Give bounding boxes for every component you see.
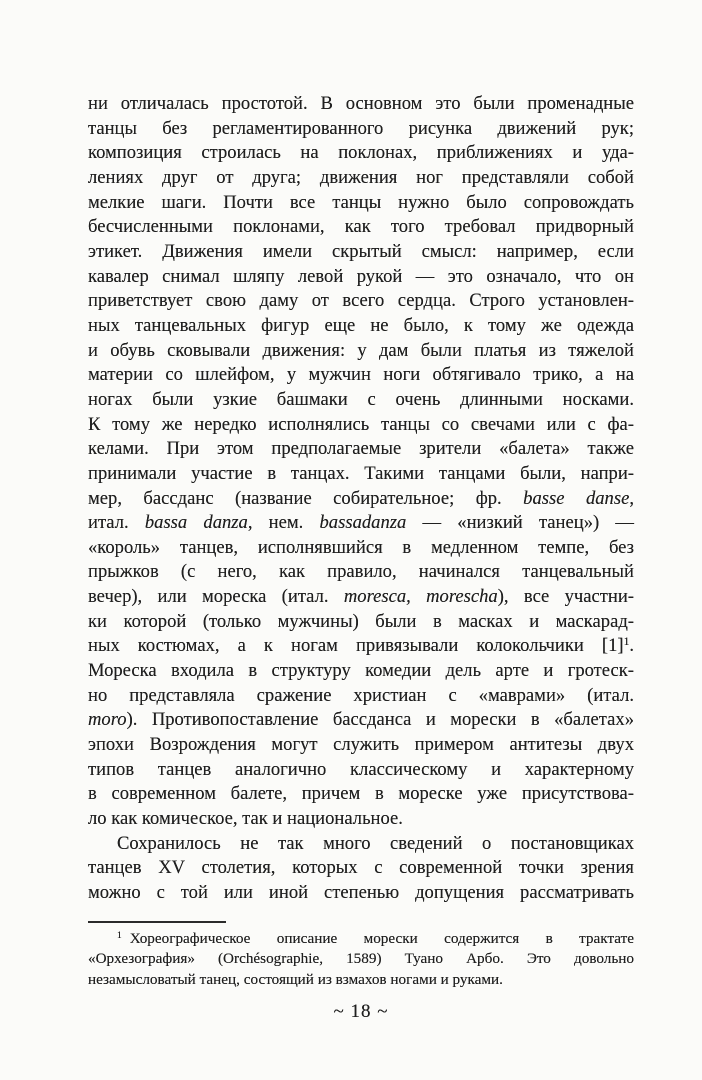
text-segment: ных костюмах, а к ногам привязывали колокольчики [1] xyxy=(88,635,624,657)
body-text-line xyxy=(88,388,634,413)
body-text-line xyxy=(88,240,634,265)
text-segment: бесчисленными поклонами, как того требовал придворный xyxy=(88,216,634,238)
text-segment: ), все участни- xyxy=(497,586,634,608)
text-segment: «Орхезография» (Orchésographie, 1589) Туано Арбо. Это довольно xyxy=(88,950,634,968)
text-segment: ки которой (только мужчины) были в масках и маскарад- xyxy=(88,610,634,632)
italic-term: bassadanza xyxy=(319,512,407,534)
text-segment: «король» танцев, исполнявшийся в медленном темпе, без xyxy=(88,536,634,558)
footnote-text-line xyxy=(88,929,634,949)
body-text-line xyxy=(88,733,634,758)
body-text-line xyxy=(88,536,634,561)
text-segment: итал. xyxy=(88,512,145,534)
text-segment: приветствует свою даму от всего сердца. Строго установлен- xyxy=(88,290,634,312)
footnote-text-line xyxy=(88,949,634,969)
text-segment: прыжков (с него, как правило, начинался танцевальный xyxy=(88,561,634,583)
body-text-line xyxy=(88,462,634,487)
body-text-line xyxy=(88,832,634,857)
main-text-block xyxy=(88,92,634,906)
body-text-line xyxy=(88,708,634,733)
body-text-line xyxy=(88,881,634,906)
italic-term: bassa danza xyxy=(144,512,248,534)
text-segment: Сохранилось не так много сведений о постановщиках xyxy=(117,832,634,854)
text-segment: мелкие шаги. Почти все танцы нужно было сопровождать xyxy=(88,191,634,213)
italic-term: moro xyxy=(88,709,127,731)
text-segment: ных танцевальных фигур еще не было, к тому же одежда xyxy=(88,314,634,336)
text-segment: вечер), или мореска (итал. xyxy=(88,586,344,608)
text-segment: Хореографическое описание морески содержится в трактате xyxy=(129,930,634,947)
body-text-line xyxy=(88,413,634,438)
text-segment: можно с той или иной степенью допущения рассматривать xyxy=(88,882,634,903)
body-text-line xyxy=(88,684,634,709)
body-text-line xyxy=(88,758,634,783)
body-text-line xyxy=(88,363,634,388)
text-segment: — «низкий танец») — xyxy=(406,512,634,534)
body-text-line xyxy=(88,807,634,832)
body-text-line xyxy=(88,487,634,512)
body-text-line xyxy=(88,782,634,807)
body-text-line xyxy=(88,289,634,314)
footnote-ref-superscript: 1 xyxy=(117,931,122,942)
text-segment: танцев XV столетия, которых с современной точки зрения xyxy=(88,857,634,879)
footnote-ref-superscript: 1 xyxy=(623,636,630,649)
body-text-line xyxy=(88,511,634,536)
body-text-line xyxy=(88,659,634,684)
text-segment: Мореска входила в структуру комедии дель арте и гротеск- xyxy=(88,660,634,682)
footnote-separator-rule xyxy=(88,921,226,923)
text-segment: , xyxy=(629,487,634,509)
text-segment: ). Противопоставление бассданса и морески в «балетах» xyxy=(126,709,634,731)
body-text-line xyxy=(88,215,634,240)
text-segment: ло как комическое, так и национальное. xyxy=(88,808,403,830)
body-text-line xyxy=(88,339,634,364)
text-segment: келами. При этом предполагаемые зрители «балета» также xyxy=(88,438,634,460)
text-segment: в современном балете, причем в мореске уже присутствова- xyxy=(88,783,634,805)
italic-term: basse danse xyxy=(523,487,630,509)
text-segment: , нем. xyxy=(247,512,320,534)
body-text-line xyxy=(88,265,634,290)
text-segment: кавалер снимал шляпу левой рукой — это означало, что он xyxy=(88,265,634,287)
text-segment: К тому же нередко исполнялись танцы со свечами или с фа- xyxy=(88,413,634,435)
text-segment: этикет. Движения имели скрытый смысл: например, если xyxy=(88,240,634,262)
text-segment: но представляла сражение христиан с «маврами» (итал. xyxy=(88,684,634,706)
text-segment: и обувь сковывали движения: у дам были платья из тяжелой xyxy=(88,339,634,361)
body-text-line xyxy=(88,585,634,610)
body-text-line xyxy=(88,560,634,585)
text-segment: . xyxy=(629,635,634,657)
footnote-text-line xyxy=(88,970,634,990)
text-segment: материи со шлейфом, у мужчин ноги обтягивало трико, а на xyxy=(88,364,634,386)
footnote-block xyxy=(88,929,634,990)
body-text-line xyxy=(88,166,634,191)
body-text-line xyxy=(88,856,634,881)
text-segment: мер, бассданс (название собирательное; фр. xyxy=(88,487,524,509)
body-text-line xyxy=(88,314,634,339)
body-text-line xyxy=(88,437,634,462)
italic-term: moresca, morescha xyxy=(343,586,498,608)
body-text-line xyxy=(88,141,634,166)
text-segment: принимали участие в танцах. Такими танцами были, напри- xyxy=(88,462,634,484)
text-segment: ни отличалась простотой. В основном это были променадные xyxy=(88,93,634,114)
text-segment: эпохи Возрождения могут служить примером антитезы двух xyxy=(88,734,634,756)
body-text-line xyxy=(88,117,634,142)
body-text-line xyxy=(88,92,634,117)
body-text-line xyxy=(88,191,634,216)
text-segment: ногах были узкие башмаки с очень длинными носками. xyxy=(88,388,634,410)
text-segment: композиция строилась на поклонах, приближениях и уда- xyxy=(88,142,634,164)
body-text-line xyxy=(88,610,634,635)
text-segment: танцы без регламентированного рисунка движений рук; xyxy=(88,117,634,139)
page-number: ~ 18 ~ xyxy=(333,1001,389,1022)
text-segment: незамысловатый танец, состоящий из взмахов ногами и руками. xyxy=(88,970,503,988)
text-segment: лениях друг от друга; движения ног представляли собой xyxy=(88,166,634,188)
body-text-line xyxy=(88,634,634,659)
text-segment: типов танцев аналогично классическому и характерному xyxy=(88,758,634,780)
